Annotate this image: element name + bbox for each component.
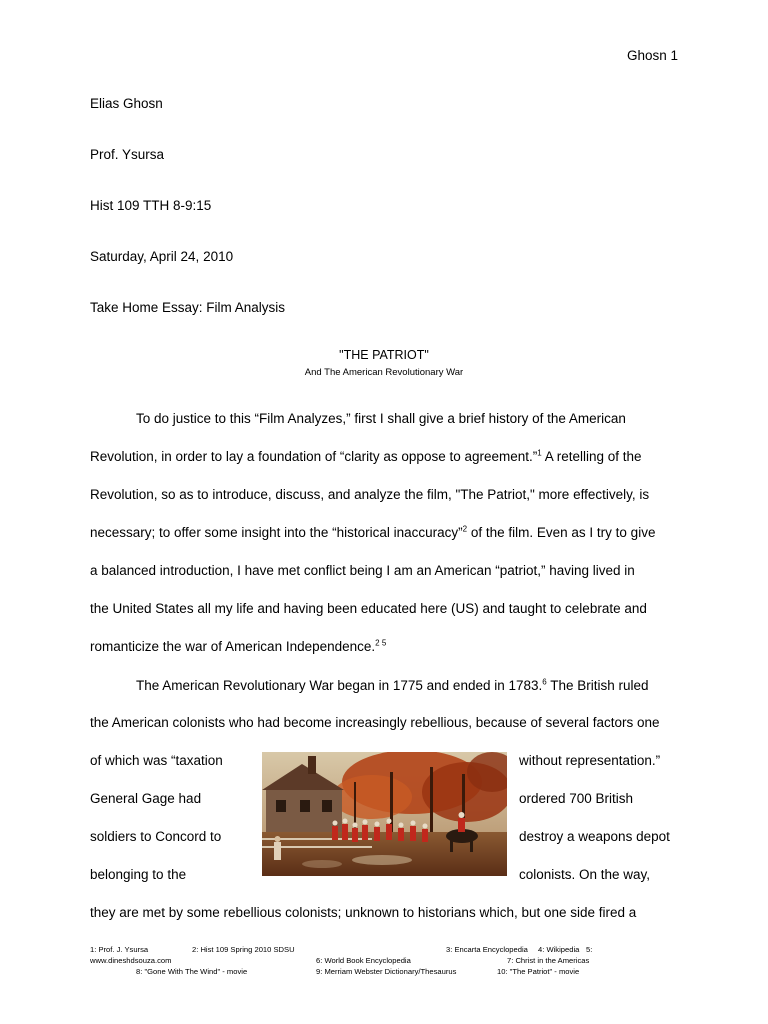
footnote-ref-2-5: 2 5 — [375, 638, 387, 648]
p1-line-4: necessary; to offer some insight into the “historical inaccuracy”$^2$ of the film. Even as I try to give — [90, 524, 656, 540]
footnote-5: 5: — [586, 945, 593, 954]
footnote-10: 10: "The Patriot" - movie — [497, 967, 580, 976]
p2-line-5-right: destroy a weapons depot — [519, 829, 670, 844]
p2-line-4-left: General Gage had — [90, 791, 202, 806]
p1-line-1: To do justice to this “Film Analyzes,” first I shall give a brief history of the American — [136, 411, 626, 426]
p1-line-7: romanticize the war of American Independence.$^{2 5}$ — [90, 638, 387, 654]
p1-line-2: Revolution, in order to lay a foundation of “clarity as oppose to agreement.”$^1$ A retelling of the — [90, 448, 642, 464]
essay-subtitle: And The American Revolutionary War — [304, 367, 464, 378]
p2-line-1: The American Revolutionary War began in 1775 and ended in 1783.$^6$ The British ruled — [136, 677, 649, 693]
footnote-ref-6: 6 — [542, 677, 547, 687]
essay-title: "THE PATRIOT" — [339, 348, 429, 362]
p2-line-5-left: soldiers to Concord to — [90, 829, 222, 844]
p2-line-3-left: of which was “taxation — [90, 753, 223, 768]
footnote-7: 7: Christ in the Americas — [507, 956, 590, 965]
page-number-header: Ghosn 1 — [626, 48, 678, 63]
p2-line-3-right: without representation.” — [519, 753, 661, 768]
p2-line-7: they are met by some rebellious colonists; unknown to historians which, but one side fired a — [90, 905, 637, 920]
footnote-4: 4: Wikipedia — [538, 945, 580, 954]
footnote-ref-1: 1 — [537, 448, 542, 458]
p1-line-3: Revolution, so as to introduce, discuss, and analyze the film, "The Patriot," more effectively, is — [90, 487, 650, 502]
p1-line-6: the United States all my life and having been educated here (US) and taught to celebrate and — [90, 601, 647, 616]
p2-line-4-right: ordered 700 British — [519, 791, 634, 806]
essay-date: Saturday, April 24, 2010 — [90, 249, 234, 264]
p2-line-2: the American colonists who had become increasingly rebellious, because of several factors one — [90, 715, 660, 730]
p1-line-5: a balanced introduction, I have met conflict being I am an American “patriot,” having lived in — [90, 563, 635, 578]
footnote-9: 9: Merriam Webster Dictionary/Thesaurus — [316, 967, 457, 976]
footnote-ref-2: 2 — [462, 524, 468, 534]
footnote-2: 2: Hist 109 Spring 2010 SDSU — [192, 945, 295, 954]
author-name: Elias Ghosn — [90, 96, 163, 111]
footnote-5-url: www.dineshdsouza.com — [90, 956, 172, 965]
footnote-6: 6: World Book Encyclopedia — [316, 956, 411, 965]
p2-line-6-left: belonging to the — [90, 867, 187, 882]
footnote-1: 1: Prof. J. Ysursa — [90, 945, 149, 954]
course-info: Hist 109 TTH 8-9:15 — [90, 198, 212, 213]
revolutionary-war-painting — [262, 752, 507, 876]
assignment-title: Take Home Essay: Film Analysis — [90, 300, 286, 315]
professor-name: Prof. Ysursa — [90, 147, 165, 162]
p2-line-6-right: colonists. On the way, — [519, 867, 651, 882]
footnote-3: 3: Encarta Encyclopedia — [446, 945, 528, 954]
footnote-8: 8: "Gone With The Wind" - movie — [136, 967, 248, 976]
